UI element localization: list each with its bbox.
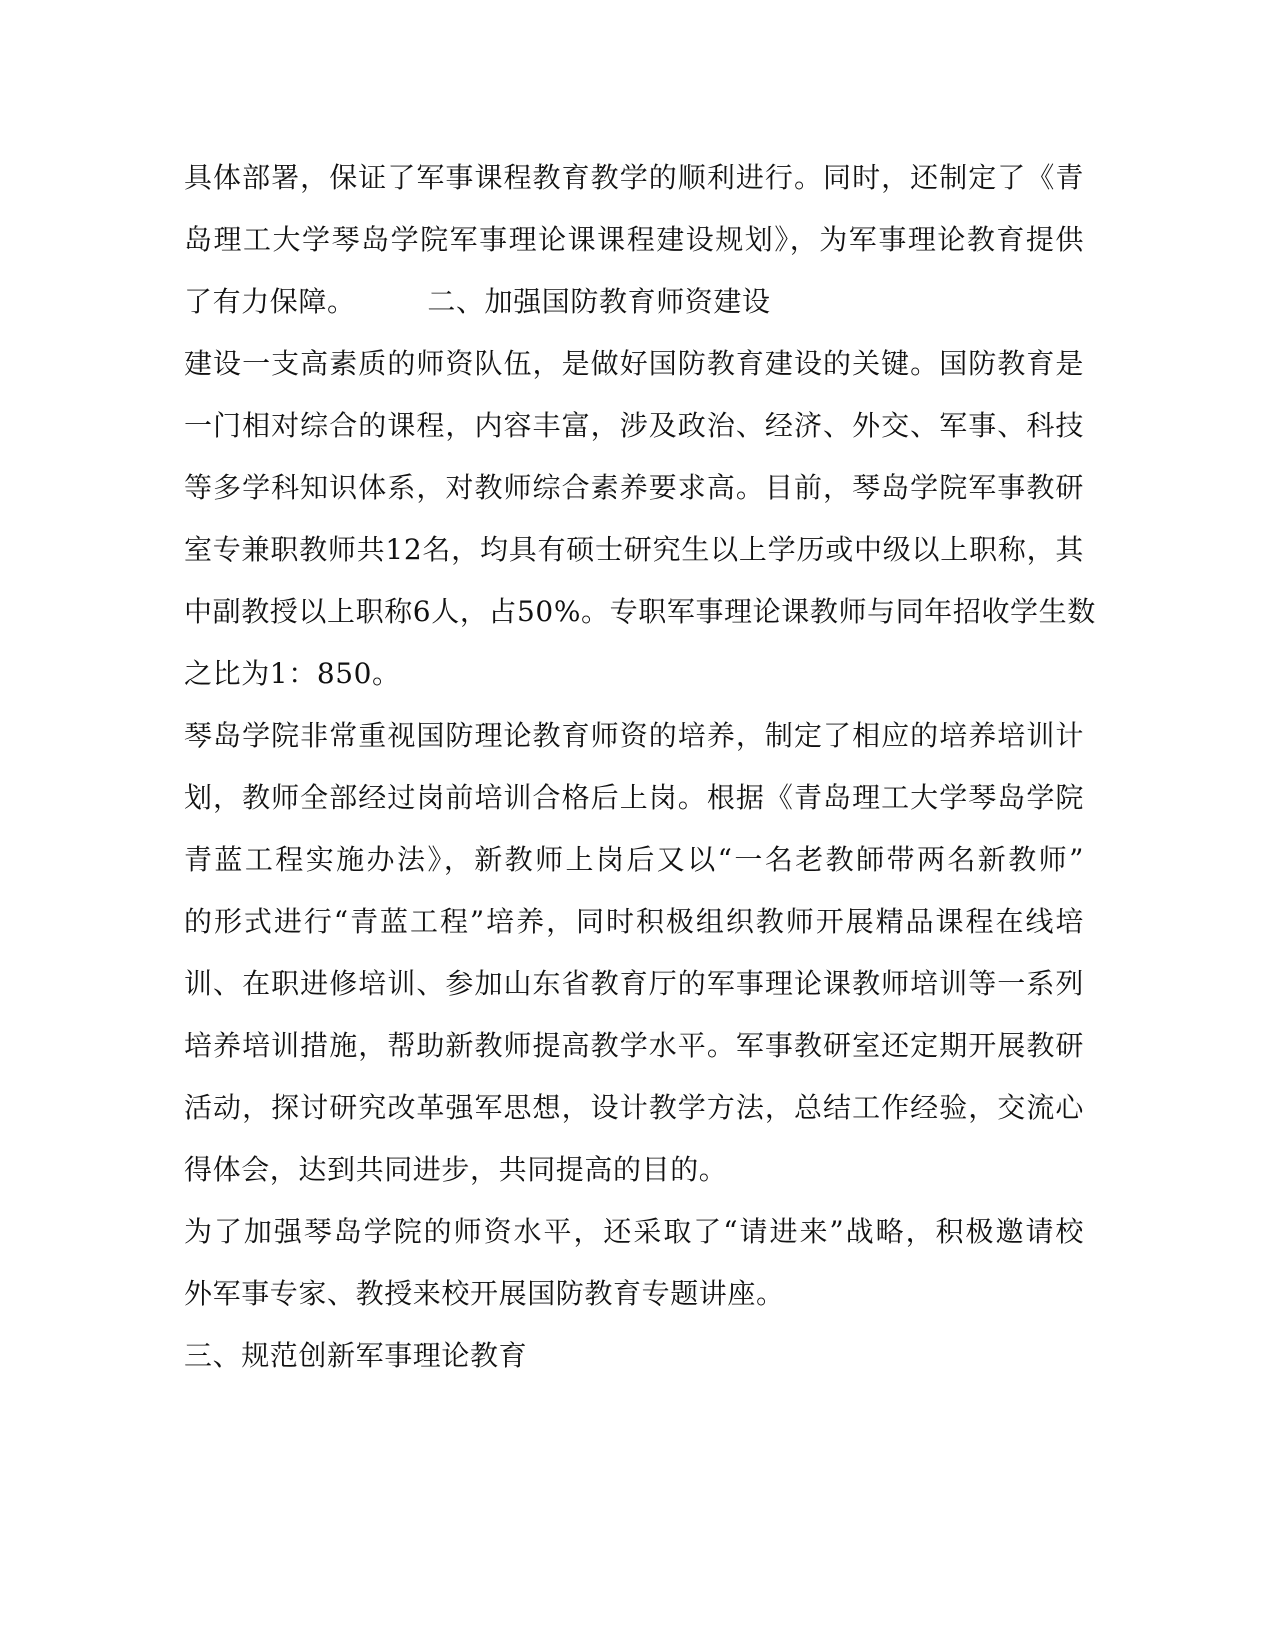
text-line: 划，教师全部经过岗前培训合格后上岗。根据《青岛理工大学琴岛学院: [184, 781, 1084, 814]
text-line: 之比为1：850。: [184, 657, 401, 690]
text-line: 一门相对综合的课程，内容丰富，涉及政治、经济、外交、军事、科技: [184, 409, 1084, 442]
text-line: 琴岛学院非常重视国防理论教育师资的培养，制定了相应的培养培训计: [184, 719, 1084, 752]
text-line: 训、在职进修培训、参加山东省教育厅的军事理论课教师培训等一系列: [184, 967, 1084, 1000]
text-line: 室专兼职教师共12名，均具有硕士研究生以上学历或中级以上职称，其: [184, 533, 1084, 566]
text-line: 外军事专家、教授来校开展国防教育专题讲座。: [184, 1277, 785, 1310]
section-heading-line: 了有力保障。 二、加强国防教育师资建设: [184, 285, 771, 318]
text-line: 等多学科知识体系，对教师综合素养要求高。目前，琴岛学院军事教研: [184, 471, 1084, 504]
text-line: 的形式进行“青蓝工程”培养，同时积极组织教师开展精品课程在线培: [184, 905, 1084, 938]
text-line: 青蓝工程实施办法》，新教师上岗后又以“一名老教師带两名新教师”: [184, 843, 1084, 876]
text-line: 岛理工大学琴岛学院军事理论课课程建设规划》，为军事理论教育提供: [184, 223, 1084, 256]
text-line: 建设一支高素质的师资队伍，是做好国防教育建设的关键。国防教育是: [184, 347, 1084, 380]
text-line: 中副教授以上职称6人，占50%。专职军事理论课教师与同年招收学生数: [184, 595, 1096, 628]
section-heading-line: 三、规范创新军事理论教育: [184, 1339, 528, 1372]
text-line: 得体会，达到共同进步，共同提高的目的。: [184, 1153, 728, 1186]
text-line: 为了加强琴岛学院的师资水平，还采取了“请进来”战略，积极邀请校: [184, 1215, 1084, 1248]
text-line: 具体部署，保证了军事课程教育教学的顺利进行。同时，还制定了《青: [184, 161, 1084, 194]
text-line: 活动，探讨研究改革强军思想，设计教学方法，总结工作经验，交流心: [184, 1091, 1084, 1124]
text-line: 培养培训措施，帮助新教师提高教学水平。军事教研室还定期开展教研: [184, 1029, 1084, 1062]
